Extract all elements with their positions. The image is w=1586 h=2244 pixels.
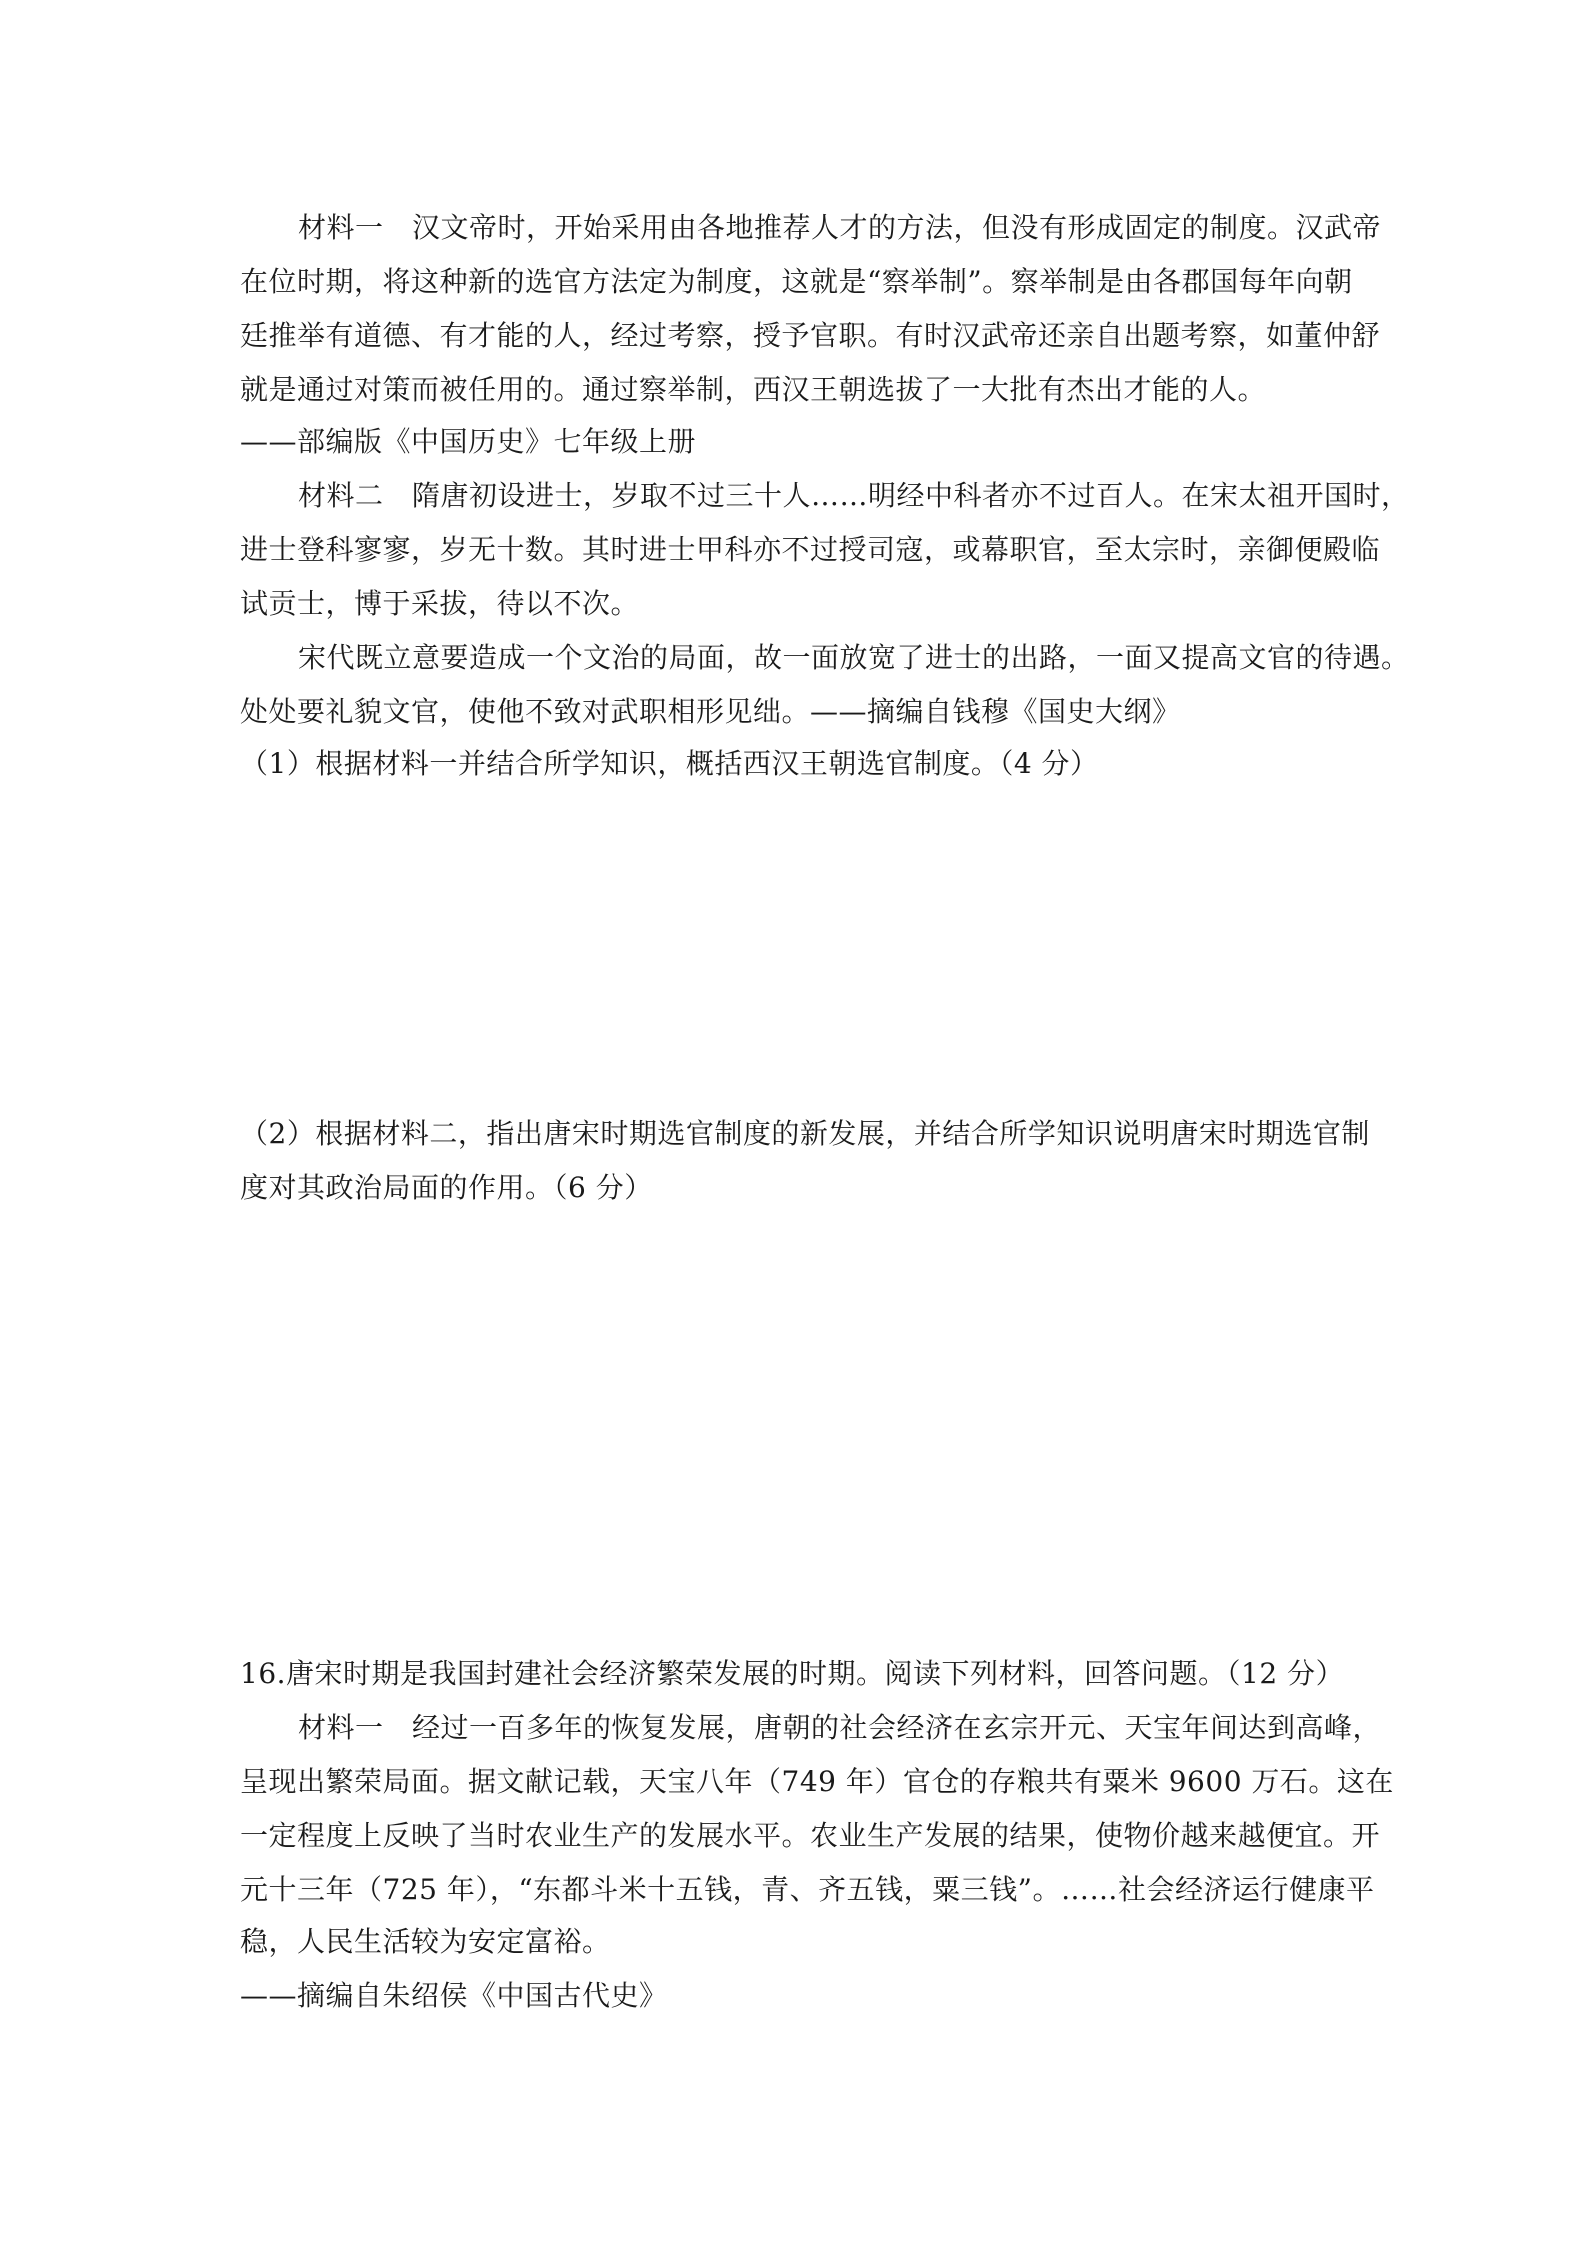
s15-material2-para2-line-2: 处处要礼貌文官，使他不致对武职相形见绌。——摘编自钱穆《国史大纲》 bbox=[240, 695, 1181, 728]
s15-question-2-line-2: 度对其政治局面的作用。（6 分） bbox=[240, 1171, 653, 1204]
s16-material1-line-3: 一定程度上反映了当时农业生产的发展水平。农业生产发展的结果，使物价越来越便宜。开 bbox=[240, 1819, 1381, 1852]
s15-material1-line-3: 廷推举有道德、有才能的人，经过考察，授予官职。有时汉武帝还亲自出题考察，如董仲舒 bbox=[240, 319, 1381, 352]
s15-material2-line-3: 试贡士，博于采拔，待以不次。 bbox=[240, 587, 640, 620]
s15-question-1: （1）根据材料一并结合所学知识，概括西汉王朝选官制度。（4 分） bbox=[240, 747, 1099, 780]
s16-material1-line-4: 元十三年（725 年），“东都斗米十五钱，青、齐五钱，粟三钱”。……社会经济运行健康平 bbox=[240, 1873, 1375, 1906]
s16-material1-line-2: 呈现出繁荣局面。据文献记载，天宝八年（749 年）官仓的存粮共有粟米 9600 万石。这在 bbox=[240, 1765, 1394, 1798]
s16-material1-line-5: 稳，人民生活较为安定富裕。 bbox=[240, 1925, 611, 1958]
s15-material2-line-2: 进士登科寥寥，岁无十数。其时进士甲科亦不过授司寇，或幕职官，至太宗时，亲御便殿临 bbox=[240, 533, 1381, 566]
s15-material1-source: ——部编版《中国历史》七年级上册 bbox=[240, 425, 697, 458]
s16-material1-line-1: 材料一 经过一百多年的恢复发展，唐朝的社会经济在玄宗开元、天宝年间达到高峰， bbox=[298, 1711, 1382, 1744]
s16-material1-source: ——摘编自朱绍侯《中国古代史》 bbox=[240, 1979, 668, 2012]
s15-material2-line-1: 材料二 隋唐初设进士，岁取不过三十人……明经中科者亦不过百人。在宋太祖开国时， bbox=[298, 479, 1410, 512]
s15-material1-line-4: 就是通过对策而被任用的。通过察举制，西汉王朝选拔了一大批有杰出才能的人。 bbox=[240, 373, 1267, 406]
s15-material2-para2-line-1: 宋代既立意要造成一个文治的局面，故一面放宽了进士的出路，一面又提高文官的待遇。 bbox=[298, 641, 1410, 674]
s15-material1-line-1: 材料一 汉文帝时，开始采用由各地推荐人才的方法，但没有形成固定的制度。汉武帝 bbox=[298, 211, 1382, 244]
s15-question-2-line-1: （2）根据材料二，指出唐宋时期选官制度的新发展，并结合所学知识说明唐宋时期选官制 bbox=[240, 1117, 1370, 1150]
s15-material1-line-2: 在位时期，将这种新的选官方法定为制度，这就是“察举制”。察举制是由各郡国每年向朝 bbox=[240, 265, 1353, 298]
s16-heading: 16.唐宋时期是我国封建社会经济繁荣发展的时期。阅读下列材料，回答问题。（12 分） bbox=[240, 1657, 1345, 1690]
